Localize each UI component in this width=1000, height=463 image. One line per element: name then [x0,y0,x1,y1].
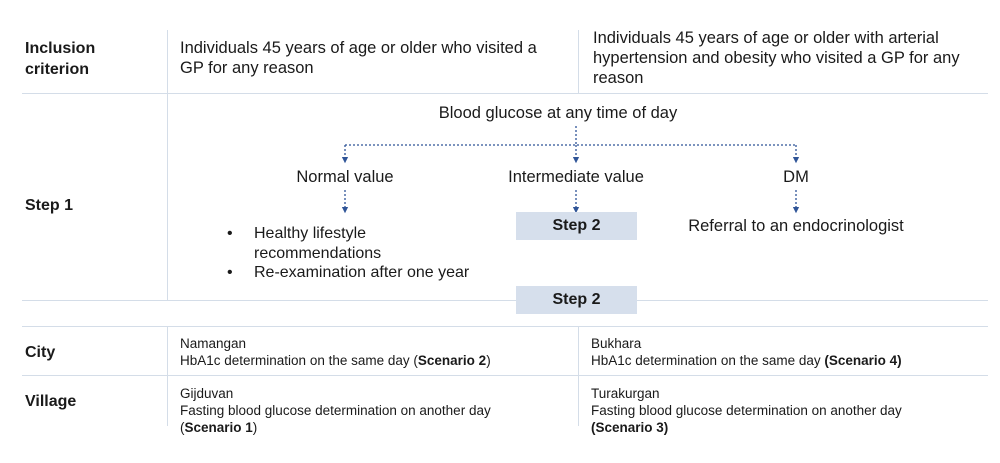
city-left-scenario: Scenario 2 [417,353,487,368]
node-normal-value: Normal value [296,168,394,186]
bullet-1-text: Healthy lifestyle recommendations [254,225,382,262]
node-dm: DM [783,168,809,186]
step2-header-box: Step 2 [516,286,637,314]
city-right-cell [591,335,986,369]
inclusion-right-text: Individuals 45 years of age or older with arterial hypertension and obesity who visited a GP for any reason [593,29,960,87]
city-right-scenario: (Scenario 4) [824,353,902,368]
village-left-scenario: Scenario 1 [184,420,253,435]
bullet-2-text: Re-examination after one year [254,264,470,281]
row-label-step1: Step 1 [25,197,74,214]
node-referral: Referral to an endocrinologist [688,217,904,235]
village-left-cell [180,385,570,436]
village-left-close: ) [252,420,258,435]
village-right-scenario-line [591,419,986,436]
step2-inner-box: Step 2 [516,212,637,240]
city-right-place: Bukhara [591,336,642,351]
village-right-scenario: (Scenario 3) [591,420,669,435]
city-left-cell [180,335,570,369]
city-right-text: HbA1c determination on the same day [591,353,825,368]
village-left-place: Gijduvan [180,386,234,401]
city-right-desc [591,352,986,369]
row-label-village: Village [25,393,77,410]
village-left-scenario-line [180,419,570,436]
node-blood-glucose: Blood glucose at any time of day [438,104,678,122]
village-left-text: Fasting blood glucose determination on another day [180,403,491,418]
village-left-open: ( [180,420,185,435]
inclusion-left-text: Individuals 45 years of age or older who visited a GP for any reason [180,39,537,77]
village-right-place: Turakurgan [591,386,660,401]
row-label-city: City [25,344,56,361]
city-left-text: HbA1c determination on the same day ( [180,353,418,368]
row-label-inclusion: Inclusion criterion [25,40,96,78]
village-right-cell [591,385,986,436]
city-left-place: Namangan [180,336,247,351]
node-intermediate-value: Intermediate value [508,168,644,186]
bullet-1-glyph: • [227,225,233,242]
city-left-close: ) [486,353,491,368]
village-right-text: Fasting blood glucose determination on another day [591,403,902,418]
bullet-2-glyph: • [227,264,233,281]
city-left-desc [180,352,570,369]
